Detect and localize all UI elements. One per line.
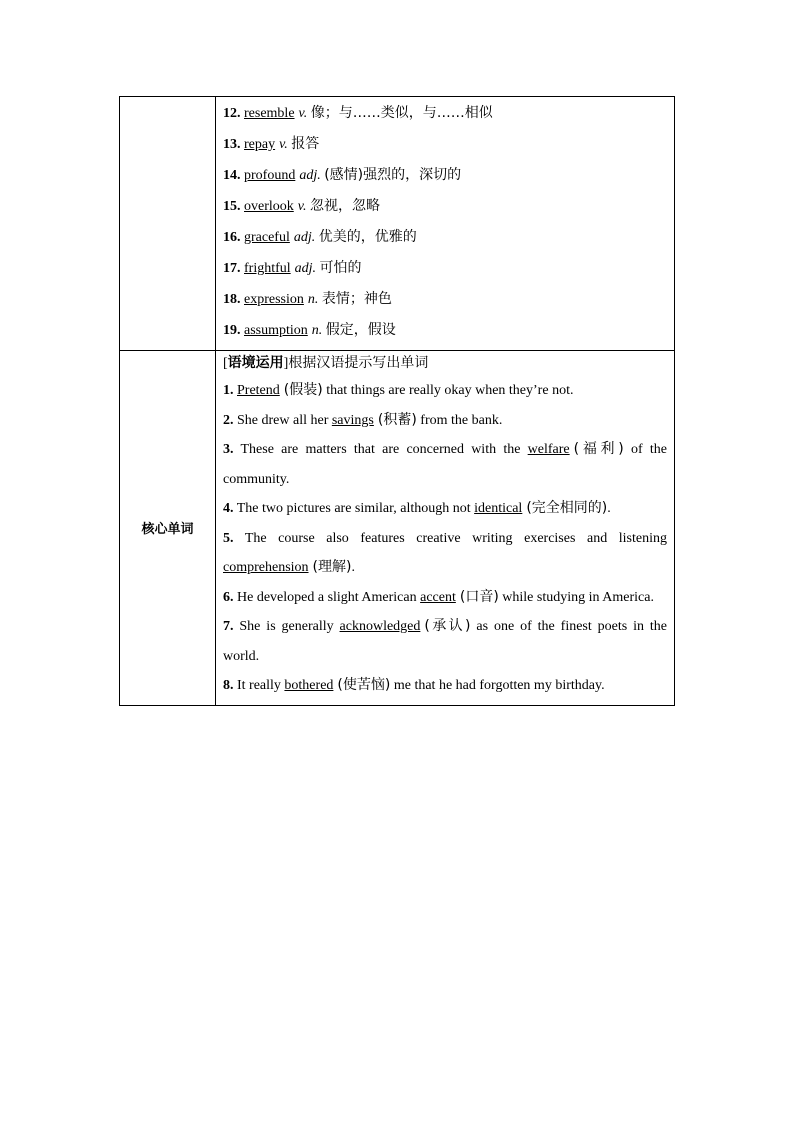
answer-word: bothered [284, 678, 334, 693]
vocab-word: repay [244, 137, 276, 152]
chinese-meaning: 像；与……类似，与……相似 [310, 105, 493, 121]
vocab-word: resemble [244, 106, 295, 121]
vocab-word: overlook [244, 199, 294, 214]
chinese-meaning: 忽视，忽略 [309, 198, 380, 214]
chinese-meaning: (感情)强烈的，深切的 [324, 167, 462, 183]
section-label-cell [120, 351, 216, 706]
item-number: 18. [223, 292, 241, 307]
chinese-meaning: 表情；神色 [321, 291, 392, 307]
sentence-end: . [351, 560, 355, 575]
chinese-hint: (积蓄) [377, 411, 417, 428]
section-label: 核心单词 [141, 521, 194, 537]
answer-word: acknowledged [339, 619, 421, 634]
answer-word: comprehension [223, 560, 309, 575]
vocab-item [223, 284, 667, 315]
sentence-end: . [607, 501, 611, 516]
chinese-meaning: 优美的，优雅的 [318, 229, 417, 245]
exercise-item [223, 612, 667, 671]
item-number: 16. [223, 230, 241, 245]
item-number: 1. [223, 383, 234, 398]
part-of-speech: v. [298, 106, 308, 121]
answer-word: Pretend [237, 383, 280, 398]
bracket-close: ] [283, 356, 289, 371]
item-number: 15. [223, 199, 241, 214]
vocabulary-table [119, 96, 675, 706]
item-number: 13. [223, 137, 241, 152]
chinese-hint: (口音) [459, 588, 499, 605]
word-list [223, 97, 667, 350]
vocabulary-sheet [119, 96, 675, 706]
exercise-tag: 语境运用 [227, 355, 284, 371]
answer-word: identical [474, 501, 523, 516]
chinese-meaning: 假定，假设 [325, 322, 396, 338]
exercise-row [120, 351, 675, 706]
exercise-item [223, 671, 667, 701]
item-number: 5. [223, 530, 234, 546]
sentence-end: as one of the finest poets in the world. [223, 619, 667, 664]
part-of-speech: n. [307, 292, 319, 307]
part-of-speech: v. [279, 137, 288, 152]
exercise-item [223, 494, 667, 524]
chinese-hint: (福利) [573, 441, 624, 457]
answer-word: accent [420, 589, 456, 605]
vocab-item [223, 253, 667, 284]
part-of-speech: n. [311, 323, 323, 338]
chinese-hint: (理解) [312, 559, 352, 575]
word-list-cell [216, 97, 675, 351]
exercise-item [223, 435, 667, 494]
vocab-word: graceful [244, 230, 290, 245]
chinese-meaning: 报答 [291, 136, 320, 152]
part-of-speech: v. [297, 199, 307, 214]
chinese-hint: (假装) [283, 382, 323, 398]
word-list-label-cell [120, 97, 216, 351]
item-number: 14. [223, 168, 241, 183]
chinese-meaning: 可怕的 [319, 260, 362, 276]
exercise-list [223, 376, 667, 705]
sentence-end: while studying in America. [498, 589, 654, 605]
exercise-item [223, 524, 667, 583]
vocab-item [223, 222, 667, 253]
sentence-start: She is generally [233, 619, 340, 634]
item-number: 19. [223, 323, 241, 338]
sentence-start: The two pictures are similar, although not [233, 501, 475, 516]
sentence-start: The course also features creative writing exercises and listening [233, 530, 667, 546]
vocab-word: frightful [244, 261, 291, 276]
item-number: 2. [223, 412, 234, 428]
part-of-speech: adj. [299, 168, 321, 183]
sentence-start: He developed a slight American [233, 589, 421, 605]
item-number: 7. [223, 619, 234, 634]
sentence-start: These are matters that are concerned with the [233, 442, 528, 457]
chinese-hint: (承认) [424, 618, 471, 634]
part-of-speech: adj. [294, 261, 317, 276]
exercise-item [223, 406, 667, 436]
exercise-item [223, 583, 667, 613]
exercise-cell [216, 351, 675, 706]
vocab-word: profound [244, 168, 296, 183]
sentence-end: that things are really okay when they’re not. [322, 383, 574, 398]
part-of-speech: adj. [293, 230, 316, 245]
item-number: 12. [223, 106, 241, 121]
sentence-end: of the community. [223, 442, 667, 487]
answer-word: savings [331, 412, 374, 428]
chinese-hint: (使苦恼) [337, 677, 391, 693]
sentence-end: from the bank. [416, 412, 503, 428]
sentence-start: She drew all her [233, 412, 332, 428]
exercise-instruction: 根据汉语提示写出单词 [288, 355, 429, 371]
chinese-hint: (完全相同的) [526, 500, 608, 516]
vocab-item [223, 315, 667, 346]
item-number: 17. [223, 261, 241, 276]
item-number: 4. [223, 501, 234, 516]
vocab-item [223, 160, 667, 191]
vocab-item [223, 98, 667, 129]
bracket-open: [ [223, 356, 228, 371]
exercise-item [223, 376, 667, 406]
vocab-word: assumption [244, 323, 308, 338]
item-number: 6. [223, 589, 234, 605]
sentence-start: It really [233, 678, 285, 693]
sentence-end: me that he had forgotten my birthday. [390, 678, 605, 693]
vocab-item [223, 191, 667, 222]
item-number: 3. [223, 442, 234, 457]
word-list-row [120, 97, 675, 351]
vocab-word: expression [244, 292, 304, 307]
exercise-heading [223, 351, 667, 376]
answer-word: welfare [527, 442, 570, 457]
vocab-item [223, 129, 667, 160]
item-number: 8. [223, 678, 234, 693]
